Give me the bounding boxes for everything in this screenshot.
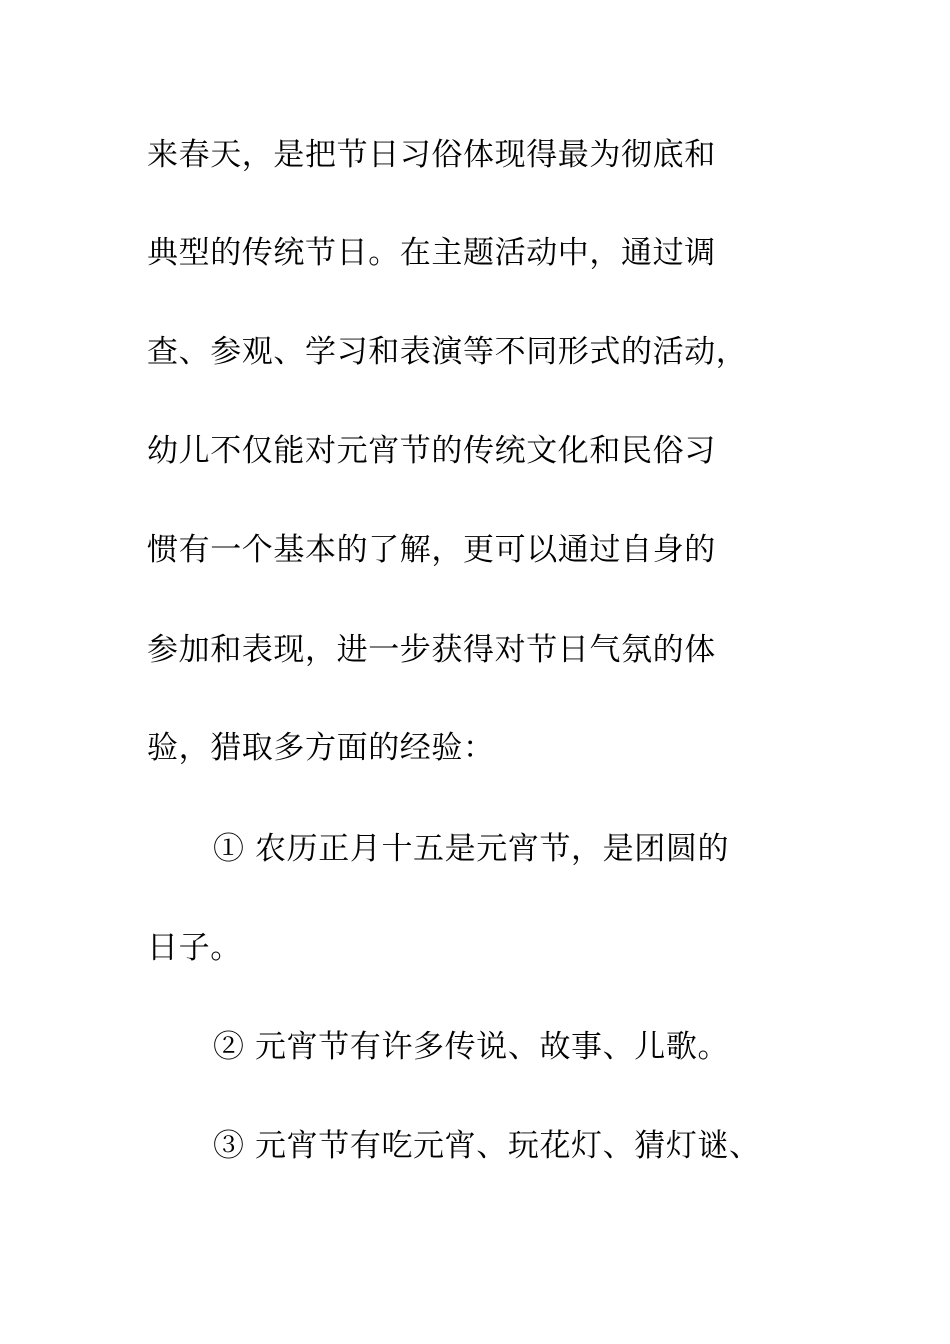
paragraph-line: 参加和表现，进一步获得对节日气氛的体 — [147, 632, 716, 668]
list-item-1-continuation: 日子。 — [147, 930, 242, 966]
paragraph-line: 来春天，是把节日习俗体现得最为彻底和 — [147, 137, 716, 173]
paragraph-line: 惯有一个基本的了解，更可以通过自身的 — [147, 532, 716, 568]
paragraph-line: 验，猎取多方面的经验： — [147, 730, 495, 766]
list-item-3: ③ 元宵节有吃元宵、玩花灯、猜灯谜、 — [213, 1128, 761, 1164]
paragraph-line: 典型的传统节日。在主题活动中，通过调 — [147, 235, 716, 271]
paragraph-line: 查、参观、学习和表演等不同形式的活动， — [147, 334, 748, 370]
list-item-2: ② 元宵节有许多传说、故事、儿歌。 — [213, 1029, 730, 1065]
paragraph-line: 幼儿不仅能对元宵节的传统文化和民俗习 — [147, 433, 716, 469]
list-item-1: ① 农历正月十五是元宵节，是团圆的 — [213, 831, 730, 867]
